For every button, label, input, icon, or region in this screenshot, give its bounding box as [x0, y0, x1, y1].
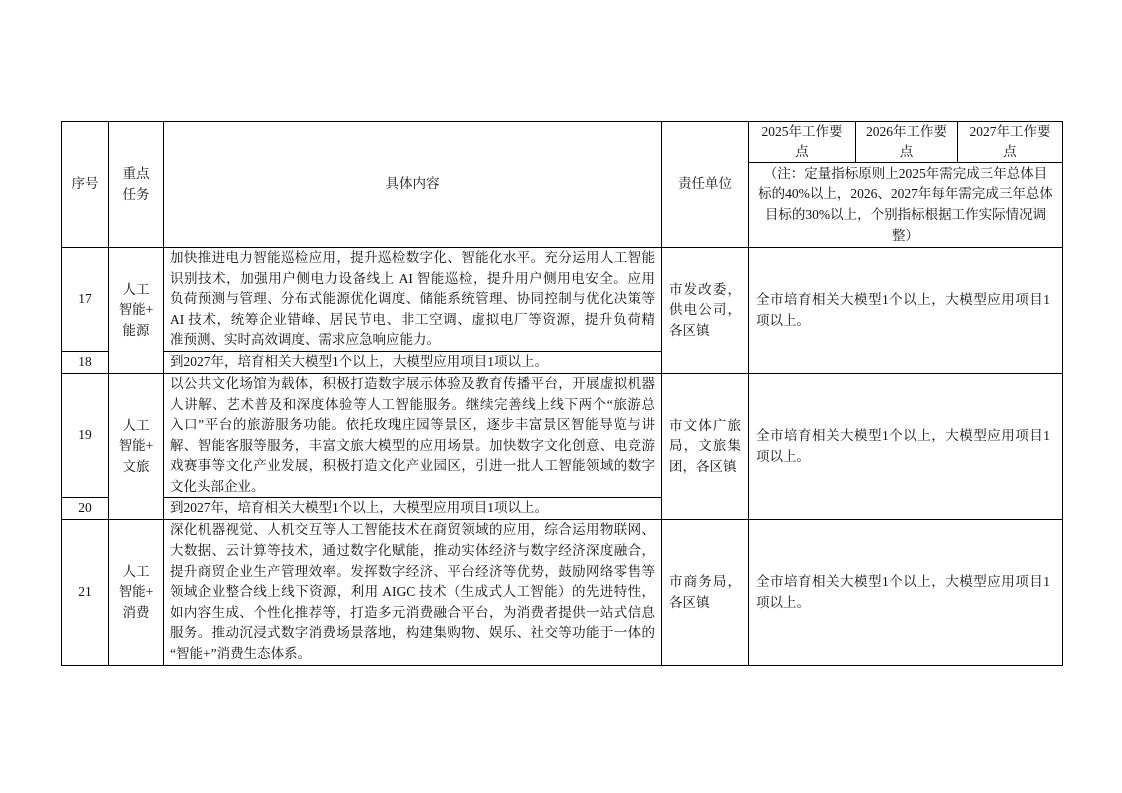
header-2027-cell	[957, 121, 1063, 163]
seq-number: 18	[78, 354, 92, 370]
seq-cell-20	[61, 497, 109, 520]
target-line: 项以上。	[756, 312, 810, 328]
content-line: 加快推进电力智能巡检应用，提升巡检数字化、智能化水平。充分运用人工智能	[170, 250, 655, 266]
header-unit-cell	[661, 121, 749, 248]
work-plan-table	[61, 121, 1063, 666]
content-cell-20	[163, 497, 662, 520]
content-cell-18	[163, 351, 662, 374]
task-cell-energy	[108, 247, 164, 374]
task-label-line: 智能+	[118, 584, 154, 600]
content-line: 到2027年，培育相关大模型1个以上，大模型应用项目1项以上。	[170, 500, 548, 516]
target-line: 项以上。	[756, 594, 810, 610]
seq-cell-19	[61, 373, 109, 498]
header-2027-label: 2027年工作要	[969, 124, 1051, 139]
task-cell-consumption	[108, 519, 164, 666]
header-2026-cell	[855, 121, 958, 163]
header-unit-label: 责任单位	[678, 176, 732, 192]
header-note-line: 标的40%以上，2026、2027年每年需完成三年总体	[758, 186, 1053, 202]
target-cell-consumption	[748, 519, 1063, 666]
header-2025-label: 点	[795, 144, 809, 159]
target-line: 全市培育相关大模型1个以上，大模型应用项目1	[756, 291, 1050, 307]
task-label-line: 人工	[122, 417, 150, 433]
task-label-line: 文旅	[122, 458, 150, 474]
unit-line: 市商务局，	[669, 573, 741, 589]
content-line: 提升商贸企业生产管理效率。发挥数字经济、平台经济等优势，鼓励网络零售等	[170, 563, 655, 579]
content-line: 服务。推动沉浸式数字消费场景落地，构建集购物、娱乐、社交等功能于一体的	[170, 625, 655, 641]
target-cell-energy	[748, 247, 1063, 374]
seq-cell-17	[61, 247, 109, 352]
unit-line: 市文体广旅	[669, 417, 741, 433]
content-line: 负荷预测与管理、分布式能源优化调度、储能系统管理、协同控制与优化决策等	[170, 291, 655, 307]
content-cell-21	[163, 519, 662, 666]
header-content-cell	[163, 121, 662, 248]
content-line: 识别技术，加强用户侧电力设备线上 AI 智能巡检，提升用户侧用电安全。应用	[170, 270, 655, 286]
header-seq-cell	[61, 121, 109, 248]
content-line: 文化头部企业。	[170, 478, 265, 494]
header-2026-label: 点	[899, 144, 914, 159]
header-2026-label: 2026年工作要	[866, 124, 947, 139]
unit-line: 各区镇	[669, 322, 710, 338]
content-line: 入口”平台的旅游服务功能。依托玫瑰庄园等景区，逐步丰富景区智能导览与讲	[170, 417, 655, 432]
header-note-cell	[748, 162, 1063, 248]
seq-cell-18	[61, 351, 109, 374]
header-seq-label: 序号	[71, 176, 99, 192]
header-task-label: 重点	[122, 165, 150, 181]
content-line: 准预测、实时高效调度、需求应急响应能力。	[170, 332, 440, 348]
unit-line: 局，文旅集	[669, 438, 741, 454]
content-line: 领域企业整合线上线下资源，利用 AIGC 技术（生成式人工智能）的先进特性，	[170, 584, 655, 600]
task-cell-tourism	[108, 373, 164, 520]
task-label-line: 人工	[122, 563, 150, 579]
seq-number: 21	[78, 584, 92, 600]
task-label-line: 消费	[122, 604, 150, 620]
content-line: 戏赛事等文化产业发展，积极打造文化产业园区，引进一批人工智能领域的数字	[170, 458, 655, 473]
content-line: 深化机器视觉、人机交互等人工智能技术在商贸领域的应用，综合运用物联网、	[170, 522, 655, 538]
task-label-line: 能源	[122, 322, 150, 338]
header-note-line: 目标的30%以上，个别指标根据工作实际情况调	[764, 207, 1047, 222]
content-line: 到2027年，培育相关大模型1个以上，大模型应用项目1项以上。	[170, 354, 548, 370]
unit-cell-energy	[661, 247, 749, 374]
header-note-line: 整）	[892, 227, 919, 243]
header-2025-label: 2025年工作要	[761, 124, 843, 139]
target-cell-tourism	[748, 373, 1063, 520]
seq-cell-21	[61, 519, 109, 666]
task-label-line: 人工	[122, 281, 150, 297]
content-line: “智能+”消费生态体系。	[170, 645, 312, 661]
task-label-line: 智能+	[118, 302, 154, 318]
task-label-line: 智能+	[118, 438, 154, 454]
content-line: 以公共文化场馆为载体，积极打造数字展示体验及教育传播平台，开展虚拟机器	[170, 376, 655, 391]
seq-number: 20	[78, 500, 92, 516]
content-line: AI 技术，统筹企业错峰、居民节电、非工空调、虚拟电厂等资源，提升负荷精	[170, 311, 655, 327]
unit-line: 供电公司，	[669, 302, 741, 318]
header-note-line: （注：定量指标原则上2025年需完成三年总体目	[763, 165, 1048, 181]
content-line: 如内容生成、个性化推荐等，打造多元消费融合平台，为消费者提供一站式信息	[170, 604, 655, 620]
header-2027-label: 点	[1003, 144, 1017, 159]
content-line: 人讲解、艺术普及和深度体验等人工智能服务。继续完善线上线下两个“旅游总	[170, 396, 655, 412]
unit-line: 各区镇	[669, 594, 710, 610]
header-2025-cell	[748, 121, 856, 163]
unit-cell-consumption	[661, 519, 749, 666]
content-cell-17	[163, 247, 662, 352]
content-cell-19	[163, 373, 662, 498]
unit-line: 市发改委，	[669, 281, 741, 297]
target-line: 全市培育相关大模型1个以上，大模型应用项目1	[756, 573, 1050, 589]
target-line: 项以上。	[756, 448, 810, 464]
seq-number: 19	[78, 427, 92, 443]
content-line: 解、智能客服等服务，丰富文旅大模型的应用场景。加快数字文化创意、电竞游	[170, 437, 655, 453]
content-line: 大数据、云计算等技术，通过数字化赋能，推动实体经济与数字经济深度融合，	[170, 543, 655, 559]
seq-number: 17	[78, 291, 92, 307]
unit-cell-tourism	[661, 373, 749, 520]
header-content-label: 具体内容	[385, 176, 440, 192]
unit-line: 团，各区镇	[669, 458, 737, 474]
target-line: 全市培育相关大模型1个以上，大模型应用项目1	[756, 427, 1050, 443]
header-task-cell	[108, 121, 164, 248]
header-task-label: 任务	[122, 186, 150, 202]
